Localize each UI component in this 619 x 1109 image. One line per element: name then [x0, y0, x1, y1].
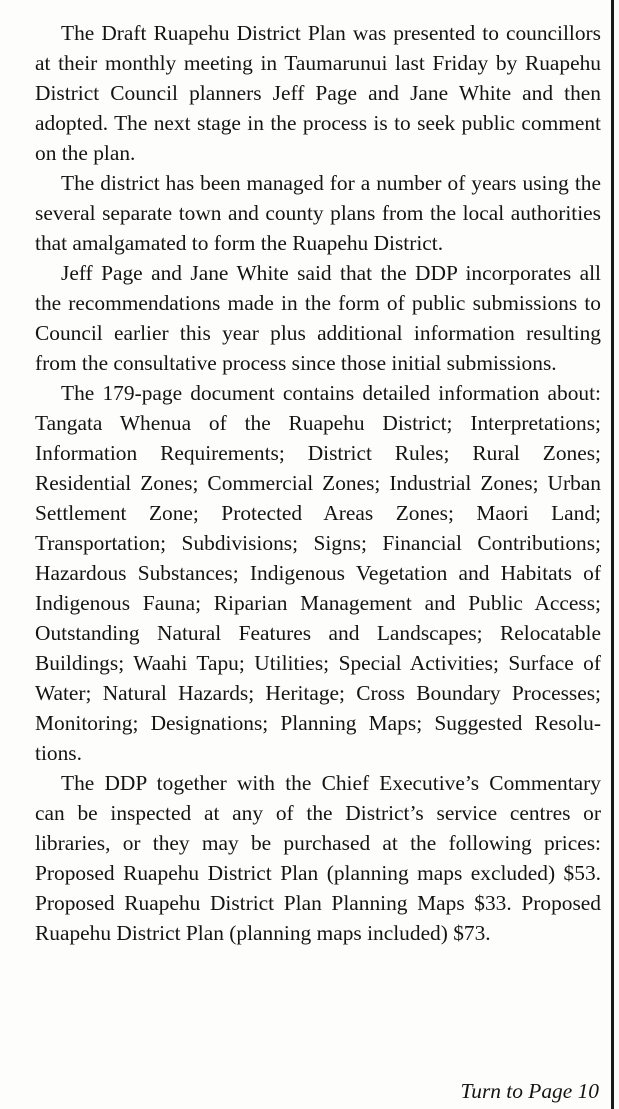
paragraph-document-contents: The 179-page document contains detailed information about: Tangata Whenua of the Ruapehu District; Interpretations; Information Requirements; District Rules; Rural Zones; Residential Zones; Commercial Zones; Industrial Zones; Urban Settlement Zone; Protected Areas Zones; Maori Land; Transportation; Subdivisions; Signs; Financial Contributions; Hazardous Substances; Indigenous Vegetation and Habitats of Indigenous Fauna; Riparian Management and Public Access; Outstanding Natural Features and Landscapes; Relocatable Buildings; Waahi Tapu; Utilities; Special Activities; Surface of Water; Natural Hazards; Heritage; Cross Boundary Processes; Monitoring; Designations; Planning Maps; Suggested Resolutions. [35, 381, 601, 765]
paragraph-plan-adopted: The Draft Ruapehu District Plan was presented to councillors at their monthly meeting in Taumarunui last Friday by Ruapehu District Council planners Jeff Page and Jane White and then adopted. The next stage in the process is to seek public comment on the plan. [35, 21, 601, 165]
paragraph-recommendations: Jeff Page and Jane White said that the DDP incorporates all the recommendations made in the form of public submissions to Council earlier this year plus additional information resulting from the consultative process since those initial submissions. [35, 261, 601, 375]
paragraph-district-management: The district has been managed for a number of years using the several separate town and county plans from the local authorities that amalgamated to form the Ruapehu District. [35, 171, 601, 255]
continuation-line: Turn to Page 10 [460, 1079, 599, 1103]
article-body [35, 18, 601, 948]
column-rule [611, 0, 614, 1109]
paragraph-prices: The DDP together with the Chief Executive’s Commentary can be inspected at any of the District’s service centres or libraries, or they may be purchased at the following prices: Proposed Ruapehu District Plan (planning maps excluded) $53. Proposed Ruapehu District Plan Planning Maps $33. Proposed Ruapehu District Plan (planning maps included) $73. [35, 771, 601, 945]
